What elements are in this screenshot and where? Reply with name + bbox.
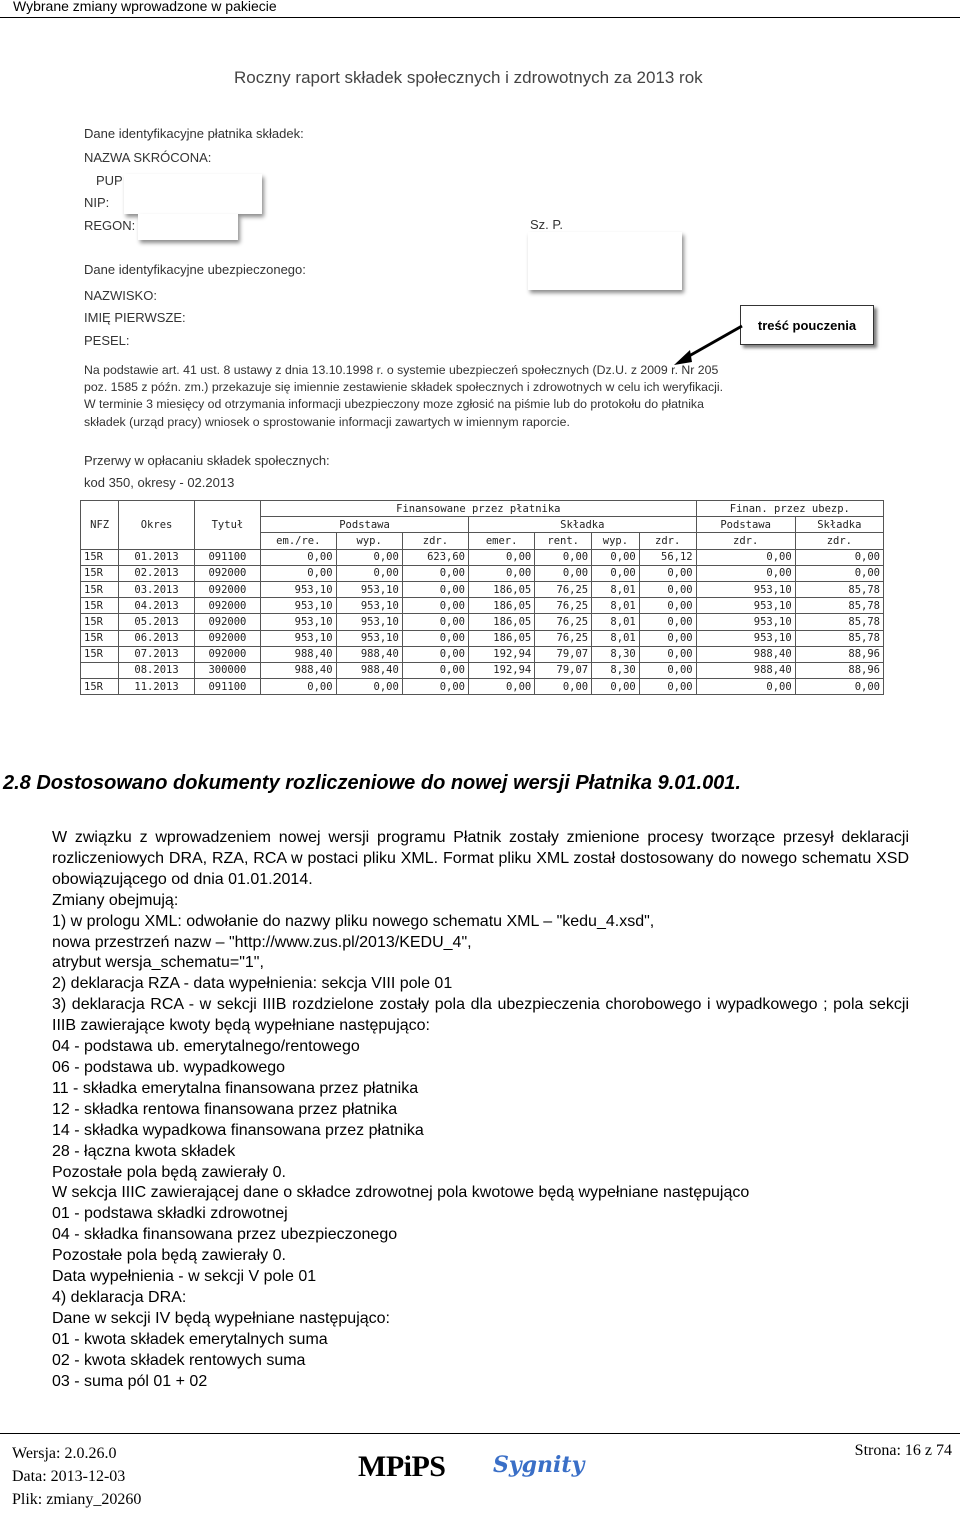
table-cell: 953,10: [336, 614, 402, 630]
table-cell: 56,12: [639, 549, 696, 565]
table-cell: 0,00: [795, 679, 883, 695]
table-cell: 0,00: [402, 565, 468, 581]
table-cell: 0,00: [639, 679, 696, 695]
body-line: Pozostałe pola będą zawierały 0.: [52, 1247, 286, 1265]
table-cell: 05.2013: [119, 614, 195, 630]
body-line: 11 - składka emerytalna finansowana przez płatnika: [52, 1079, 419, 1097]
table-cell: 0,00: [336, 679, 402, 695]
redacted-box: [138, 214, 238, 240]
body-line: 03 - suma pól 01 + 02: [52, 1372, 208, 1390]
body-line: W sekcja IIIC zawierającej dane o składce zdrowotnej pola kwotowe będą wypełniane następująco: [52, 1184, 750, 1202]
table-cell: 8,30: [592, 646, 640, 662]
table-cell: 186,05: [469, 581, 535, 597]
table-cell: 0,00: [469, 679, 535, 695]
table-cell: 092000: [194, 630, 260, 646]
table-cell: 06.2013: [119, 630, 195, 646]
notice-line: poz. 1585 z późn. zm.) przekazuje się imiennie zestawienie składek społecznych i zdrowotnych w celu ich weryfikacji.: [84, 380, 724, 395]
table-row: [81, 646, 884, 662]
table-cell: 85,78: [795, 598, 883, 614]
gaps-value: kod 350, okresy - 02.2013: [84, 475, 235, 490]
table-cell: 953,10: [261, 630, 337, 646]
table-cell: 953,10: [261, 581, 337, 597]
body-line: 4) deklaracja DRA:: [52, 1288, 187, 1306]
table-row: [81, 614, 884, 630]
section-heading: 2.8 Dostosowano dokumenty rozliczeniowe do nowej wersji Płatnika 9.01.001.: [3, 772, 741, 794]
body-line: 06 - podstawa ub. wypadkowego: [52, 1058, 286, 1076]
table-cell: 0,00: [592, 549, 640, 565]
payer-short-name-label: NAZWA SKRÓCONA:: [84, 150, 212, 165]
notice-line: W terminie 3 miesięcy od otrzymania informacji ubezpieczony moze zgłosić na piśmie lub do protokołu do płatnika: [84, 397, 704, 412]
table-cell: 08.2013: [119, 662, 195, 678]
table-cell: 988,40: [261, 662, 337, 678]
mpips-logo: MPiPS: [358, 1450, 446, 1483]
gaps-block: [84, 450, 330, 494]
table-cell: 953,10: [336, 581, 402, 597]
table-cell: 953,10: [696, 630, 795, 646]
table-cell: 0,00: [639, 646, 696, 662]
footer-version: Wersja: 2.0.26.0: [12, 1445, 117, 1462]
table-cell: 988,40: [696, 662, 795, 678]
table-cell: 0,00: [592, 565, 640, 581]
table-cell: 0,00: [535, 679, 592, 695]
table-cell: 092000: [194, 581, 260, 597]
table-row: [81, 630, 884, 646]
body-line: 14 - składka wypadkowa finansowana przez płatnika: [52, 1121, 424, 1139]
col-sub: wyp.: [336, 533, 402, 549]
table-cell: 8,01: [592, 614, 640, 630]
table-cell: 85,78: [795, 614, 883, 630]
table-cell: 192,94: [469, 662, 535, 678]
table-row: [81, 598, 884, 614]
table-cell: 01.2013: [119, 549, 195, 565]
table-cell: 88,96: [795, 662, 883, 678]
body-line: Pozostałe pola będą zawierały 0.: [52, 1163, 286, 1181]
table-cell: 0,00: [535, 565, 592, 581]
table-cell: 953,10: [696, 614, 795, 630]
table-cell: 0,00: [696, 549, 795, 565]
table-cell: 76,25: [535, 614, 592, 630]
table-cell: 15R: [81, 565, 119, 581]
col-sub: em./re.: [261, 533, 337, 549]
table-cell: 0,00: [469, 565, 535, 581]
table-cell: 953,10: [336, 598, 402, 614]
table-cell: 0,00: [402, 614, 468, 630]
table-cell: 0,00: [696, 565, 795, 581]
table-cell: 953,10: [336, 630, 402, 646]
table-cell: 300000: [194, 662, 260, 678]
table-row: [81, 581, 884, 597]
page-header: [0, 0, 960, 18]
contributions-table: [80, 500, 884, 695]
report-title: Roczny raport składek społecznych i zdrowotnych za 2013 rok: [234, 68, 703, 87]
notice-text: [84, 362, 874, 431]
callout-box: treść pouczenia: [740, 305, 874, 345]
intro-paragraph: W związku z wprowadzeniem nowej wersji programu Płatnik zostały zmienione procesy tworzące przesył deklaracji rozliczeniowych DRA, RZA, RCA w postaci pliku XML. Format pliku XML został dostosowany do nowego schematu XSD obowiązującego od dnia 01.01.2014.: [52, 829, 909, 888]
table-cell: 76,25: [535, 598, 592, 614]
body-line: 04 - składka finansowana przez ubezpieczonego: [52, 1226, 398, 1244]
szp-label: Sz. P.: [530, 217, 564, 232]
table-cell: 0,00: [592, 679, 640, 695]
body-line: 04 - podstawa ub. emerytalnego/rentowego: [52, 1038, 360, 1056]
table-cell: 0,00: [639, 598, 696, 614]
table-cell: 76,25: [535, 630, 592, 646]
table-cell: 88,96: [795, 646, 883, 662]
redacted-box: [528, 232, 682, 290]
table-cell: 0,00: [795, 565, 883, 581]
table-cell: 0,00: [261, 565, 337, 581]
group-insured: Finan. przez ubezp.: [696, 501, 883, 517]
body-line: 2) deklaracja RZA - data wypełnienia: sekcja VIII pole 01: [52, 975, 453, 993]
table-cell: 0,00: [336, 549, 402, 565]
col-sub: zdr.: [795, 533, 883, 549]
payer-nip-label: NIP:: [84, 195, 110, 210]
page-number: Strona: 16 z 74: [854, 1442, 952, 1459]
col-okres: Okres: [119, 501, 195, 550]
table-cell: 15R: [81, 614, 119, 630]
gaps-title: Przerwy w opłacaniu składek społecznych:: [84, 453, 330, 468]
table-cell: 0,00: [639, 614, 696, 630]
table-cell: 0,00: [402, 662, 468, 678]
footer-file: Plik: zmiany_20260: [12, 1491, 142, 1508]
table-cell: 623,60: [402, 549, 468, 565]
redacted-box: [124, 174, 262, 214]
table-cell: 15R: [81, 630, 119, 646]
payer-pup-label: PUP: [96, 173, 123, 188]
body-line: 01 - podstawa składki zdrowotnej: [52, 1205, 288, 1223]
table-cell: 02.2013: [119, 565, 195, 581]
table-cell: 03.2013: [119, 581, 195, 597]
footer-meta: [12, 1442, 141, 1511]
table-cell: [81, 662, 119, 678]
body-line: 1) w prologu XML: odwołanie do nazwy pliku nowego schematu XML – "kedu_4.xsd",: [52, 912, 655, 930]
table-cell: 953,10: [696, 581, 795, 597]
sygnity-logo: Sygnity: [493, 1452, 585, 1478]
table-cell: 04.2013: [119, 598, 195, 614]
surname-label: NAZWISKO:: [84, 288, 157, 303]
header-title: Wybrane zmiany wprowadzone w pakiecie: [13, 0, 277, 14]
table-cell: 092000: [194, 598, 260, 614]
table-row: [81, 662, 884, 678]
table-cell: 186,05: [469, 630, 535, 646]
table-cell: 0,00: [535, 549, 592, 565]
table-cell: 85,78: [795, 630, 883, 646]
table-cell: 0,00: [639, 662, 696, 678]
payer-section-label: Dane identyfikacyjne płatnika składek:: [84, 126, 304, 141]
notice-line: Na podstawie art. 41 ust. 8 ustawy z dnia 13.10.1998 r. o systemie ubezpieczeń społecznych (Dz.U. z 2009 r. Nr 205: [84, 363, 719, 377]
col-sub: rent.: [535, 533, 592, 549]
table-cell: 07.2013: [119, 646, 195, 662]
table-cell: 8,01: [592, 630, 640, 646]
table-cell: 091100: [194, 679, 260, 695]
footer-date: Data: 2013-12-03: [12, 1468, 126, 1485]
table-cell: 0,00: [639, 581, 696, 597]
table-cell: 15R: [81, 679, 119, 695]
body-line: 3) deklaracja RCA - w sekcji IIIB rozdzielone zostały pola dla ubezpieczenia chorobowego i wypadkowego ; pola sekcji IIIB zawierające kwoty będą wypełniane następująco:: [52, 996, 909, 1035]
body-line: Data wypełnienia - w sekcji V pole 01: [52, 1268, 317, 1286]
body-line: 28 - łączna kwota składek: [52, 1142, 236, 1160]
table-cell: 988,40: [261, 646, 337, 662]
body-line: 01 - kwota składek emerytalnych suma: [52, 1330, 328, 1348]
table-cell: 76,25: [535, 581, 592, 597]
table-cell: 0,00: [639, 565, 696, 581]
group-payer: Finansowane przez płatnika: [261, 501, 697, 517]
col-sub: emer.: [469, 533, 535, 549]
table-cell: 85,78: [795, 581, 883, 597]
sub-podstawa-insured: Podstawa: [696, 517, 795, 533]
col-nfz: NFZ: [81, 501, 119, 550]
table-cell: 11.2013: [119, 679, 195, 695]
table-cell: 092000: [194, 646, 260, 662]
table-row: [81, 679, 884, 695]
table-cell: 953,10: [261, 598, 337, 614]
table-cell: 0,00: [795, 549, 883, 565]
table-cell: 15R: [81, 581, 119, 597]
table-cell: 0,00: [402, 630, 468, 646]
table-cell: 988,40: [336, 662, 402, 678]
table-cell: 0,00: [261, 679, 337, 695]
table-cell: 092000: [194, 614, 260, 630]
table-cell: 0,00: [336, 565, 402, 581]
sub-podstawa: Podstawa: [261, 517, 469, 533]
table-cell: 0,00: [402, 679, 468, 695]
body-line: atrybut wersja_schematu="1",: [52, 954, 264, 972]
payer-regon-label: REGON:: [84, 218, 136, 233]
section-body: [52, 828, 909, 1392]
table-cell: 0,00: [402, 581, 468, 597]
table-cell: 8,01: [592, 598, 640, 614]
table-cell: 091100: [194, 549, 260, 565]
table-cell: 953,10: [696, 598, 795, 614]
table-cell: 8,01: [592, 581, 640, 597]
table-cell: 0,00: [402, 646, 468, 662]
table-cell: 15R: [81, 646, 119, 662]
table-cell: 0,00: [402, 598, 468, 614]
table-cell: 0,00: [469, 549, 535, 565]
table-cell: 0,00: [639, 630, 696, 646]
sub-skladka-insured: Składka: [795, 517, 883, 533]
body-line: 02 - kwota składek rentowych suma: [52, 1351, 306, 1369]
table-cell: 79,07: [535, 662, 592, 678]
table-cell: 186,05: [469, 614, 535, 630]
body-line: Zmiany obejmują:: [52, 891, 179, 909]
col-sub: zdr.: [402, 533, 468, 549]
table-cell: 988,40: [696, 646, 795, 662]
table-cell: 192,94: [469, 646, 535, 662]
table-cell: 0,00: [696, 679, 795, 695]
insured-section-label: Dane identyfikacyjne ubezpieczonego:: [84, 262, 306, 277]
notice-line: składek (urząd pracy) wniosek o sprostowanie informacji zawartych w imiennym raporcie.: [84, 414, 570, 429]
table-cell: 092000: [194, 565, 260, 581]
table-cell: 0,00: [261, 549, 337, 565]
table-cell: 15R: [81, 549, 119, 565]
table-row: [81, 565, 884, 581]
table-cell: 79,07: [535, 646, 592, 662]
col-tytul: Tytuł: [194, 501, 260, 550]
col-sub: zdr.: [639, 533, 696, 549]
pesel-label: PESEL:: [84, 333, 130, 348]
sub-skladka: Składka: [469, 517, 697, 533]
body-line: nowa przestrzeń nazw – "http://www.zus.pl/2013/KEDU_4",: [52, 933, 472, 951]
col-sub: zdr.: [696, 533, 795, 549]
body-line: 12 - składka rentowa finansowana przez płatnika: [52, 1100, 398, 1118]
footer-divider: [0, 1433, 960, 1434]
table-cell: 15R: [81, 598, 119, 614]
table-cell: 8,30: [592, 662, 640, 678]
first-name-label: IMIĘ PIERWSZE:: [84, 310, 186, 325]
table-row: [81, 549, 884, 565]
table-cell: 186,05: [469, 598, 535, 614]
col-sub: wyp.: [592, 533, 640, 549]
table-cell: 953,10: [261, 614, 337, 630]
table-cell: 988,40: [336, 646, 402, 662]
body-line: Dane w sekcji IV będą wypełniane następująco:: [52, 1309, 390, 1327]
